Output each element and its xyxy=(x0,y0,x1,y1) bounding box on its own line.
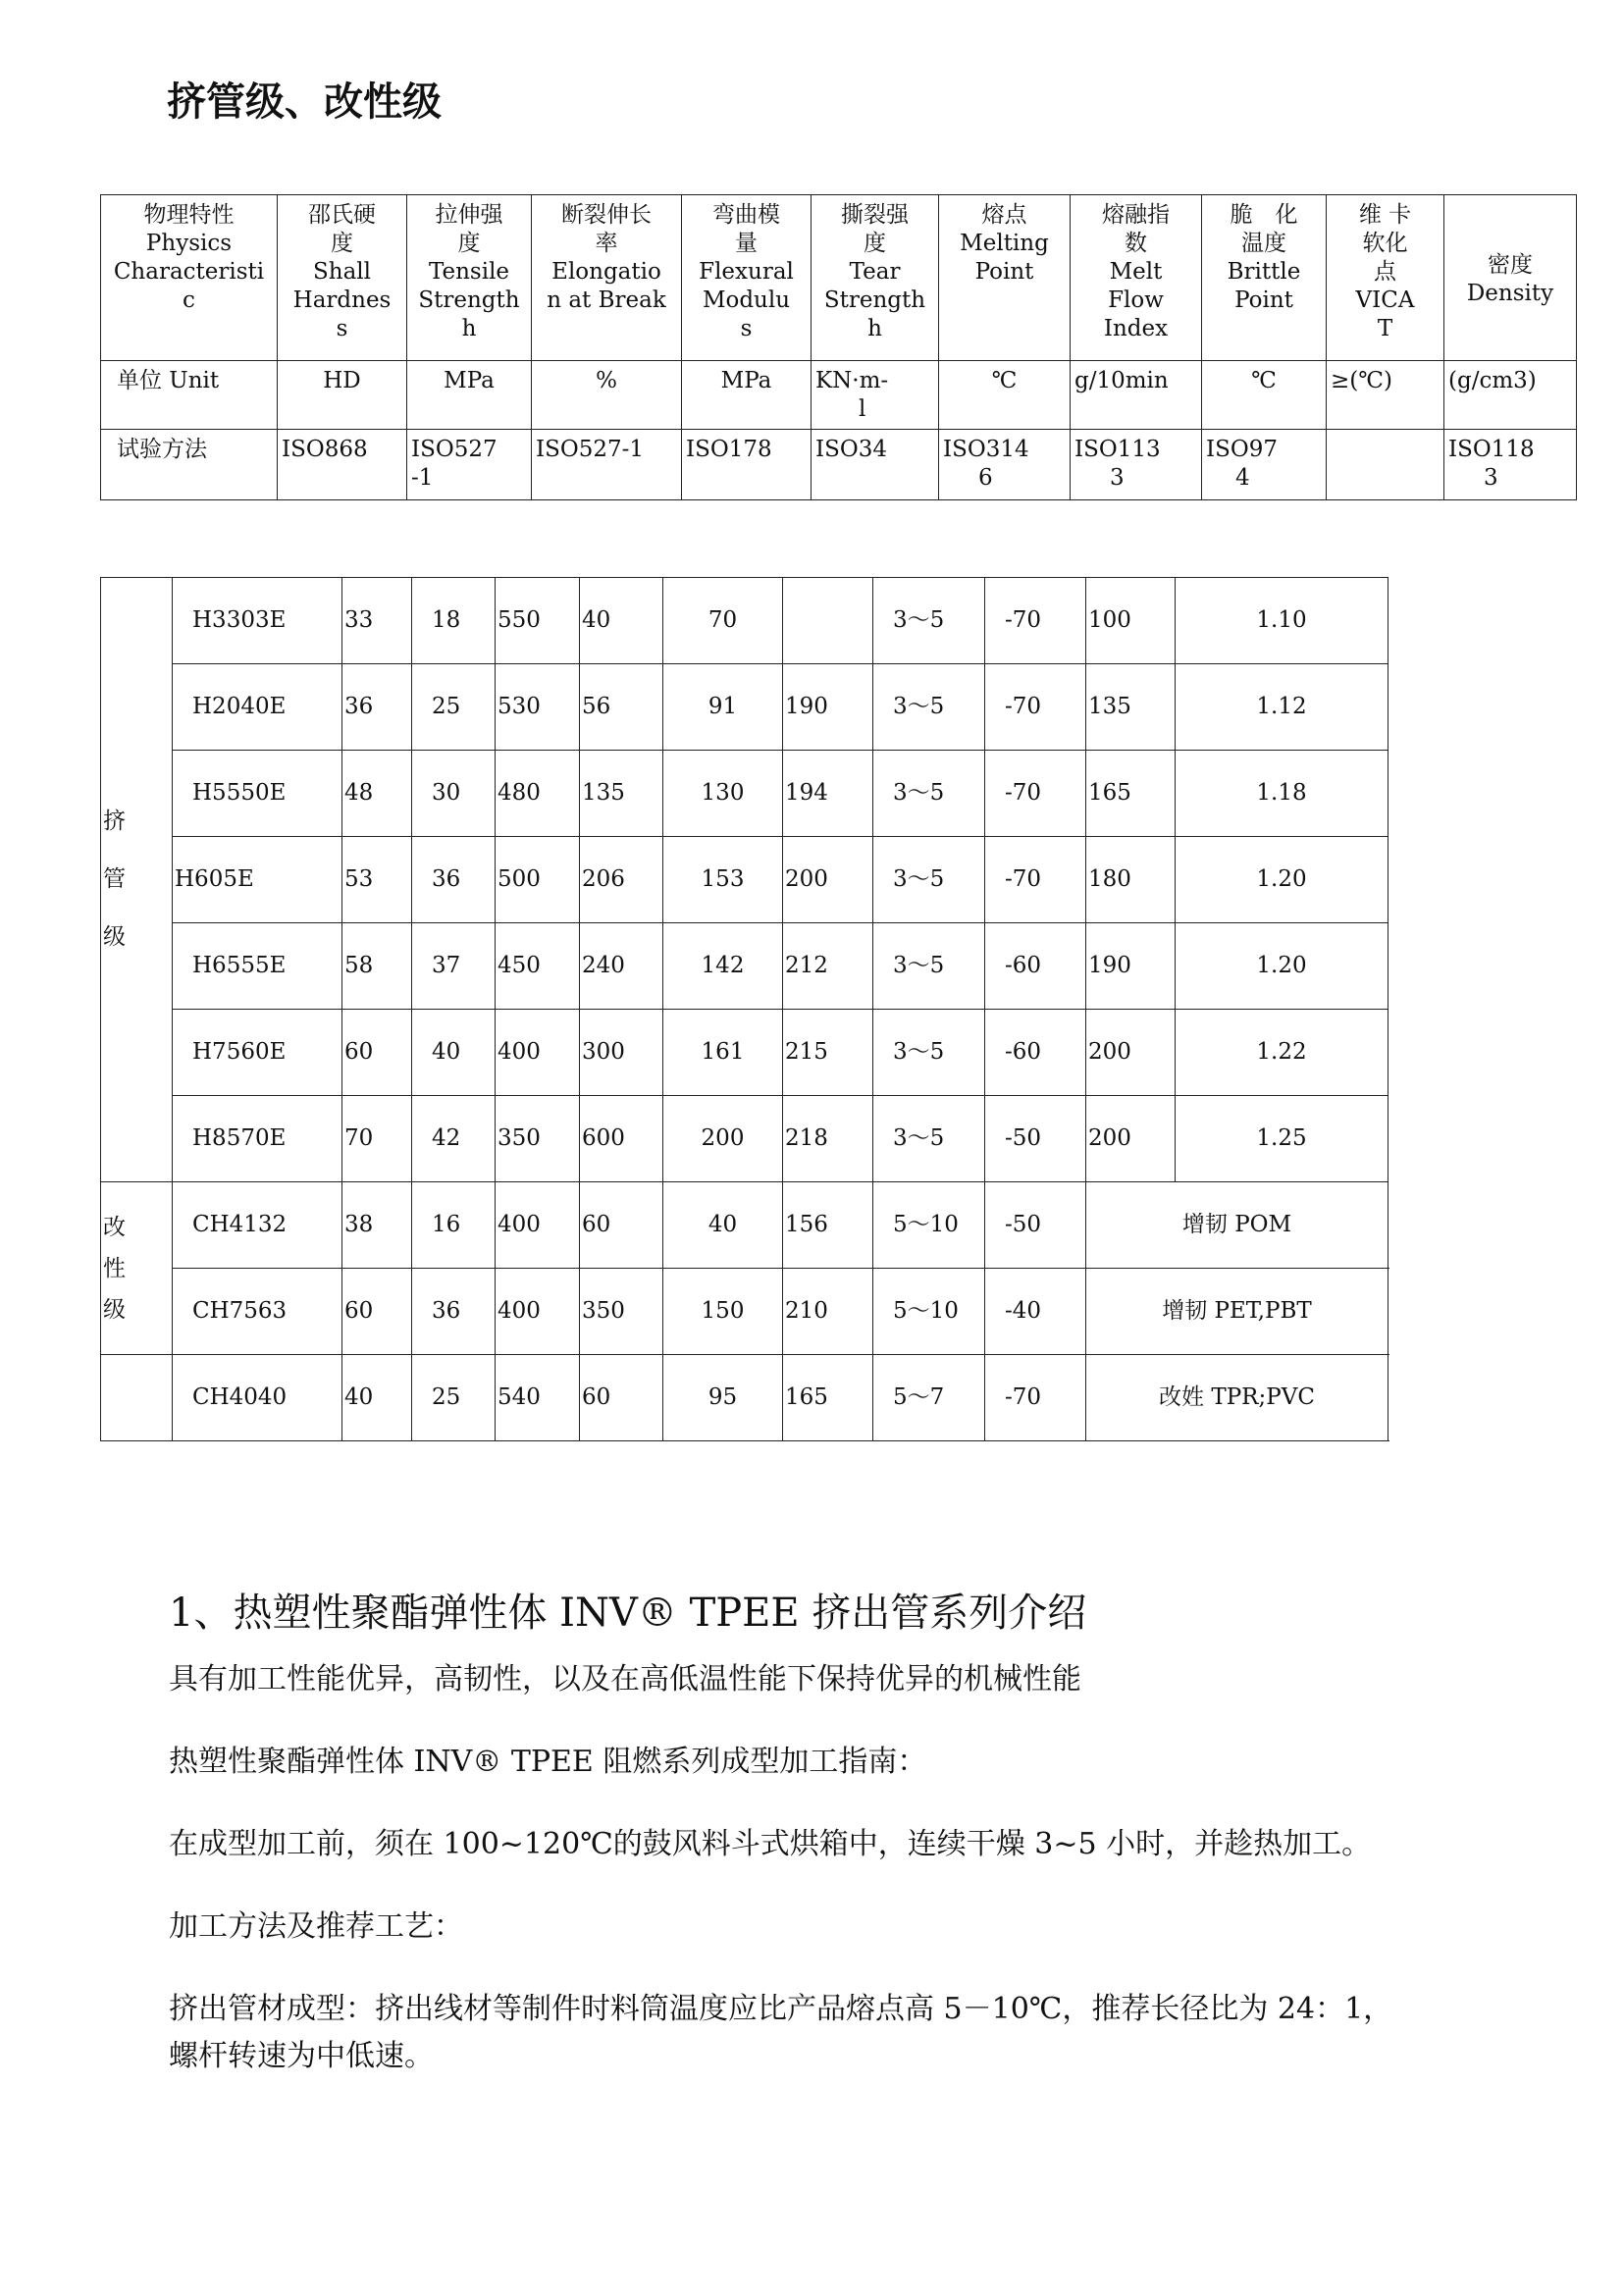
guide-heading: 热塑性聚酯弹性体 INV® TPEE 阻燃系列成型加工指南： xyxy=(169,1745,927,1779)
grade-value: 400 xyxy=(496,1010,580,1096)
grade-value: 53 xyxy=(342,837,412,923)
unit-cell: ℃ xyxy=(1202,361,1327,430)
grade-note: 增韧 POM xyxy=(1086,1182,1388,1269)
grade-value: 58 xyxy=(342,923,412,1010)
grades-body xyxy=(101,578,1388,1441)
unit-cell: ℃ xyxy=(939,361,1071,430)
grade-value: 95 xyxy=(663,1355,783,1441)
group-label-empty xyxy=(101,1355,173,1441)
grade-value: 150 xyxy=(663,1269,783,1355)
grade-value: 530 xyxy=(496,664,580,751)
header-cell: 撕裂强 度 Tear Strength h xyxy=(812,195,939,361)
method-cell: ISO178 xyxy=(682,430,812,500)
grade-row xyxy=(101,664,1388,751)
process-heading: 加工方法及推荐工艺： xyxy=(169,1909,463,1944)
grade-value: 210 xyxy=(783,1269,873,1355)
grade-value: -70 xyxy=(985,837,1086,923)
unit-cell: HD xyxy=(278,361,407,430)
grade-row xyxy=(101,751,1388,837)
grade-value: 135 xyxy=(1086,664,1176,751)
header-cell: 弯曲模 量 Flexural Modulu s xyxy=(682,195,812,361)
method-cell: ISO34 xyxy=(812,430,939,500)
grade-value: 60 xyxy=(342,1010,412,1096)
grade-name: CH4040 xyxy=(173,1355,342,1441)
grade-name: H605E xyxy=(173,837,342,923)
grade-value: 480 xyxy=(496,751,580,837)
method-row xyxy=(101,430,1577,500)
grade-row xyxy=(101,1182,1388,1269)
grade-value: 1.20 xyxy=(1176,837,1388,923)
grade-value xyxy=(783,578,873,664)
grade-value: -70 xyxy=(985,578,1086,664)
grade-value: -70 xyxy=(985,751,1086,837)
grade-value: 500 xyxy=(496,837,580,923)
grade-row xyxy=(101,1096,1388,1182)
grade-value: 156 xyxy=(783,1182,873,1269)
drying-instruction: 在成型加工前，须在 100~120℃的鼓风料斗式烘箱中，连续干燥 3~5 小时，并趁热加工。 xyxy=(169,1827,1372,1861)
grade-value: 30 xyxy=(412,751,496,837)
grade-name: H7560E xyxy=(173,1010,342,1096)
grade-value: 40 xyxy=(663,1182,783,1269)
grade-value: 350 xyxy=(580,1269,663,1355)
grade-value: 40 xyxy=(342,1355,412,1441)
grade-value: 190 xyxy=(783,664,873,751)
grade-value: 3～5 xyxy=(873,923,985,1010)
grade-value: -40 xyxy=(985,1269,1086,1355)
grade-row xyxy=(101,578,1388,664)
grade-value: 550 xyxy=(496,578,580,664)
grade-value: 25 xyxy=(412,664,496,751)
grade-value: 130 xyxy=(663,751,783,837)
grade-value: 200 xyxy=(1086,1010,1176,1096)
grade-value: 60 xyxy=(580,1182,663,1269)
grade-value: 38 xyxy=(342,1182,412,1269)
header-cell: 维 卡 软化 点 VICA T xyxy=(1327,195,1444,361)
grade-value: 1.12 xyxy=(1176,664,1388,751)
method-cell: ISO113 3 xyxy=(1071,430,1202,500)
grade-value: 300 xyxy=(580,1010,663,1096)
grade-value: 350 xyxy=(496,1096,580,1182)
grade-value: 180 xyxy=(1086,837,1176,923)
header-cell: 熔点 Melting Point xyxy=(939,195,1071,361)
grade-value: 142 xyxy=(663,923,783,1010)
grade-value: 450 xyxy=(496,923,580,1010)
grade-value: -60 xyxy=(985,923,1086,1010)
grade-value: 135 xyxy=(580,751,663,837)
grade-value: 200 xyxy=(1086,1096,1176,1182)
grade-value: 600 xyxy=(580,1096,663,1182)
extrusion-line: 挤出管材成型：挤出线材等制件时料筒温度应比产品熔点高 5－10℃，推荐长径比为 24：1， xyxy=(169,1992,1393,2026)
grade-name: CH7563 xyxy=(173,1269,342,1355)
method-cell: ISO314 6 xyxy=(939,430,1071,500)
extrusion-line: 螺杆转速为中低速。 xyxy=(169,2039,434,2073)
grade-row xyxy=(101,923,1388,1010)
header-row xyxy=(101,195,1577,361)
header-cell: 拉伸强 度 Tensile Strength h xyxy=(407,195,532,361)
grade-name: H5550E xyxy=(173,751,342,837)
grade-value: 1.22 xyxy=(1176,1010,1388,1096)
grade-name: H6555E xyxy=(173,923,342,1010)
grade-value: 153 xyxy=(663,837,783,923)
grade-value: 3～5 xyxy=(873,837,985,923)
grade-value: 161 xyxy=(663,1010,783,1096)
grade-row xyxy=(101,1010,1388,1096)
grade-value: 37 xyxy=(412,923,496,1010)
grade-value: 3～5 xyxy=(873,578,985,664)
grade-value: 36 xyxy=(342,664,412,751)
grade-row xyxy=(101,1269,1388,1355)
grade-value: 1.18 xyxy=(1176,751,1388,837)
header-cell: 脆 化 温度 Brittle Point xyxy=(1202,195,1327,361)
grade-value: 3～5 xyxy=(873,1096,985,1182)
grade-value: 56 xyxy=(580,664,663,751)
grade-value: 60 xyxy=(342,1269,412,1355)
grade-value: -70 xyxy=(985,1355,1086,1441)
grade-value: 42 xyxy=(412,1096,496,1182)
grade-value: -70 xyxy=(985,664,1086,751)
section-title: 1、热塑性聚酯弹性体 INV® TPEE 挤出管系列介绍 xyxy=(169,1591,1087,1636)
grade-value: 70 xyxy=(663,578,783,664)
grade-value: 200 xyxy=(783,837,873,923)
spec-header-table xyxy=(100,194,1577,500)
grade-name: H2040E xyxy=(173,664,342,751)
grade-value: 91 xyxy=(663,664,783,751)
unit-cell: (g/cm3) xyxy=(1444,361,1577,430)
grade-value: 540 xyxy=(496,1355,580,1441)
grade-value: 60 xyxy=(580,1355,663,1441)
grade-value: 70 xyxy=(342,1096,412,1182)
intro-paragraph: 具有加工性能优异，高韧性，以及在高低温性能下保持优异的机械性能 xyxy=(169,1662,1081,1696)
grade-value: -60 xyxy=(985,1010,1086,1096)
grade-value: 40 xyxy=(412,1010,496,1096)
grade-value: 165 xyxy=(1086,751,1176,837)
method-cell: ISO527-1 xyxy=(532,430,682,500)
grade-value: 400 xyxy=(496,1182,580,1269)
grade-value: 1.25 xyxy=(1176,1096,1388,1182)
unit-cell: ≥(℃) xyxy=(1327,361,1444,430)
method-cell: ISO118 3 xyxy=(1444,430,1577,500)
header-cell: 熔融指 数 Melt Flow Index xyxy=(1071,195,1202,361)
grade-value: 212 xyxy=(783,923,873,1010)
unit-cell: % xyxy=(532,361,682,430)
group-label-modified: 改 性 级 xyxy=(101,1182,173,1355)
grade-value: 3～5 xyxy=(873,751,985,837)
page-title: 挤管级、改性级 xyxy=(167,79,442,125)
grade-value: 48 xyxy=(342,751,412,837)
grade-value: 36 xyxy=(412,837,496,923)
grade-value: 5～10 xyxy=(873,1182,985,1269)
grade-value: 400 xyxy=(496,1269,580,1355)
grade-value: 16 xyxy=(412,1182,496,1269)
grade-value: 36 xyxy=(412,1269,496,1355)
grade-value: 194 xyxy=(783,751,873,837)
grade-value: 25 xyxy=(412,1355,496,1441)
grade-value: -50 xyxy=(985,1182,1086,1269)
unit-label: 单位 Unit xyxy=(101,361,278,430)
header-cell: 密度 Density xyxy=(1444,195,1577,361)
method-label: 试验方法 xyxy=(101,430,278,500)
grade-note: 改姓 TPR;PVC xyxy=(1086,1355,1388,1441)
group-label-tube: 挤 管 级 xyxy=(101,578,173,1182)
grade-value: 40 xyxy=(580,578,663,664)
grade-value: 206 xyxy=(580,837,663,923)
extrusion-paragraph xyxy=(169,1986,1543,2080)
grade-row xyxy=(101,837,1388,923)
grade-name: H8570E xyxy=(173,1096,342,1182)
grade-value: 5～10 xyxy=(873,1269,985,1355)
method-cell: ISO527 -1 xyxy=(407,430,532,500)
grades-table xyxy=(100,577,1388,1441)
method-cell xyxy=(1327,430,1444,500)
grade-value: 3～5 xyxy=(873,664,985,751)
unit-cell: MPa xyxy=(407,361,532,430)
grade-value: 33 xyxy=(342,578,412,664)
grade-value: 200 xyxy=(663,1096,783,1182)
header-cell: 断裂伸长 率 Elongatio n at Break xyxy=(532,195,682,361)
header-cell: 物理特性 Physics Characteristi c xyxy=(101,195,278,361)
grade-value: 1.20 xyxy=(1176,923,1388,1010)
grade-value: 1.10 xyxy=(1176,578,1388,664)
header-cell: 邵氏硬 度 Shall Hardnes s xyxy=(278,195,407,361)
grade-value: 100 xyxy=(1086,578,1176,664)
grade-value: 240 xyxy=(580,923,663,1010)
grade-note: 增韧 PET,PBT xyxy=(1086,1269,1388,1355)
grade-name: H3303E xyxy=(173,578,342,664)
grade-value: -50 xyxy=(985,1096,1086,1182)
unit-cell: KN·m- l xyxy=(812,361,939,430)
grade-value: 165 xyxy=(783,1355,873,1441)
unit-cell: MPa xyxy=(682,361,812,430)
grade-value: 18 xyxy=(412,578,496,664)
grade-name: CH4132 xyxy=(173,1182,342,1269)
grade-value: 218 xyxy=(783,1096,873,1182)
grade-row xyxy=(101,1355,1388,1441)
unit-row xyxy=(101,361,1577,430)
grade-value: 3～5 xyxy=(873,1010,985,1096)
method-cell: ISO97 4 xyxy=(1202,430,1327,500)
grade-value: 215 xyxy=(783,1010,873,1096)
unit-cell: g/10min xyxy=(1071,361,1202,430)
grade-value: 5～7 xyxy=(873,1355,985,1441)
method-cell: ISO868 xyxy=(278,430,407,500)
grade-value: 190 xyxy=(1086,923,1176,1010)
